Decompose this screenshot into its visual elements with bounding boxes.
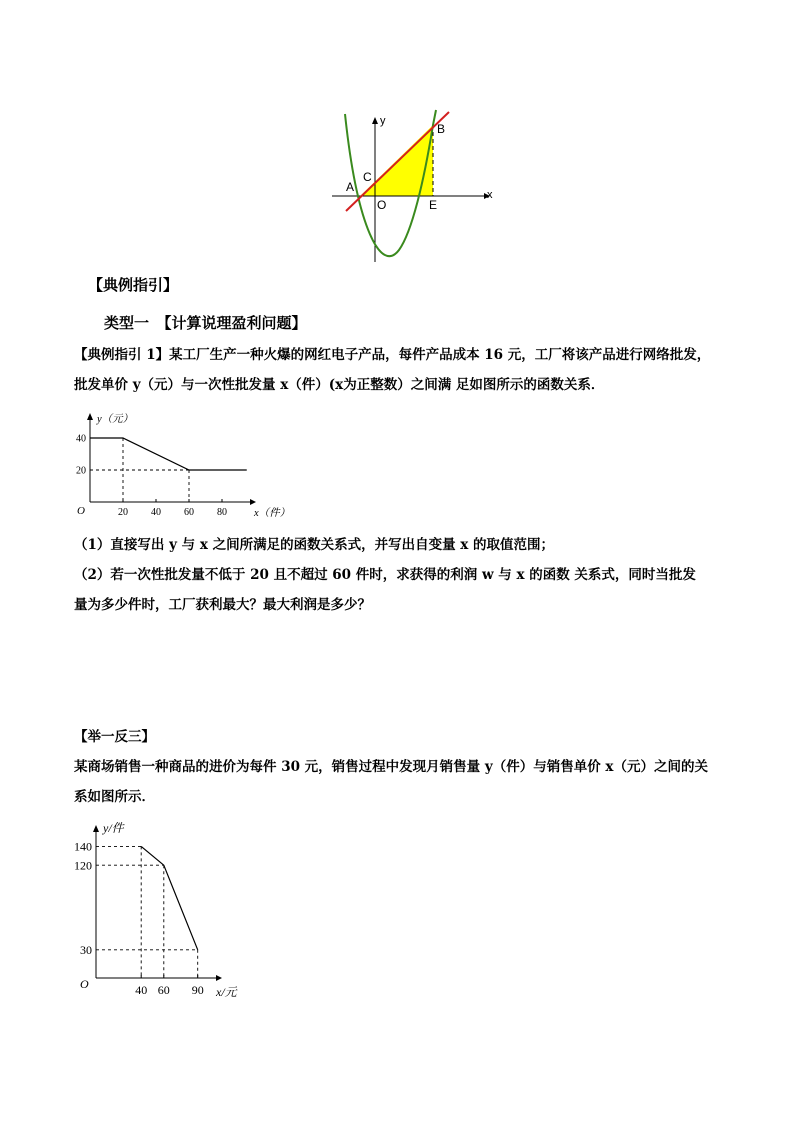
chart2-x-tick-label: 60 — [157, 983, 170, 997]
practice-tag: 【举一反三】 — [74, 729, 155, 745]
label-E: E — [429, 198, 438, 212]
chart1-x-arrow — [250, 499, 256, 505]
chart2-x-tick-label: 90 — [191, 983, 204, 997]
chart1-y-tick-label: 20 — [76, 465, 86, 477]
y-axis-arrow — [372, 117, 378, 124]
label-y: y — [380, 115, 386, 127]
chart1-x-tick-label: 40 — [151, 507, 161, 518]
practice-line-2: 系如图所示． — [74, 789, 155, 805]
chart1-y-tick-label: 40 — [76, 433, 86, 445]
parabola-line-figure — [326, 108, 506, 264]
question-2-line-2: 量为多少件时，工厂获利最大？最大利润是多少？ — [74, 597, 371, 613]
example-line-2: 批发单价 y（元）与一次性批发量 x（件）(x为正整数）之间满 足如图所示的函数关系． — [74, 377, 605, 393]
questions — [74, 530, 744, 620]
example-line-1: 某工厂生产一种火爆的网红电子产品，每件产品成本 16 元，工厂将该产品进行网络批发， — [169, 347, 711, 363]
chart2-xlabel: x/元 — [216, 985, 237, 999]
chart2-y-arrow — [93, 825, 99, 832]
chart1-x-tick-label: 80 — [217, 507, 227, 518]
practice-section — [74, 722, 744, 812]
label-B: B — [437, 122, 446, 136]
question-1: （1）直接写出 y 与 x 之间所满足的函数关系式，并写出自变量 x 的取值范围； — [74, 537, 555, 553]
chart2-y-tick-label: 30 — [80, 943, 92, 957]
chart1-ylabel: y（元） — [97, 414, 134, 425]
chart2-origin: O — [80, 977, 89, 991]
chart1-series-line — [90, 438, 247, 470]
label-O: O — [377, 198, 387, 212]
chart1-y-arrow — [87, 413, 93, 420]
chart2-y-tick-label: 120 — [74, 858, 92, 873]
chart2-x-arrow — [216, 975, 222, 981]
chart1-origin: O — [77, 505, 85, 517]
chart2-x-tick-label: 40 — [135, 983, 148, 997]
price-quantity-chart — [70, 408, 290, 523]
chart2-series-line — [141, 846, 198, 949]
chart1-x-tick-label: 20 — [118, 507, 128, 518]
chart1-xlabel: x（件） — [254, 508, 290, 519]
section-title: 【典例指引】 — [88, 276, 179, 294]
practice-line-1: 某商场销售一种商品的进价为每件 30 元，销售过程中发现月销售量 y（件）与销售单价 x（元）之间的关 — [74, 759, 708, 775]
chart1-x-tick-label: 60 — [184, 507, 194, 518]
label-C: C — [363, 170, 372, 184]
type-heading: 类型一 【计算说理盈利问题】 — [104, 314, 307, 332]
label-A: A — [346, 180, 355, 194]
sales-price-chart — [70, 818, 260, 1004]
chart2-y-tick-label: 140 — [74, 839, 92, 854]
example-1-text — [74, 340, 734, 400]
question-2-line-1: （2）若一次性批发量不低于 20 且不超过 60 件时，求获得的利润 w 与 x 的函数 关系式，同时当批发 — [74, 567, 696, 583]
chart2-ylabel: y/件 — [103, 821, 124, 835]
example-tag: 【典例指引 1】 — [74, 347, 170, 363]
label-x: x — [487, 189, 493, 201]
